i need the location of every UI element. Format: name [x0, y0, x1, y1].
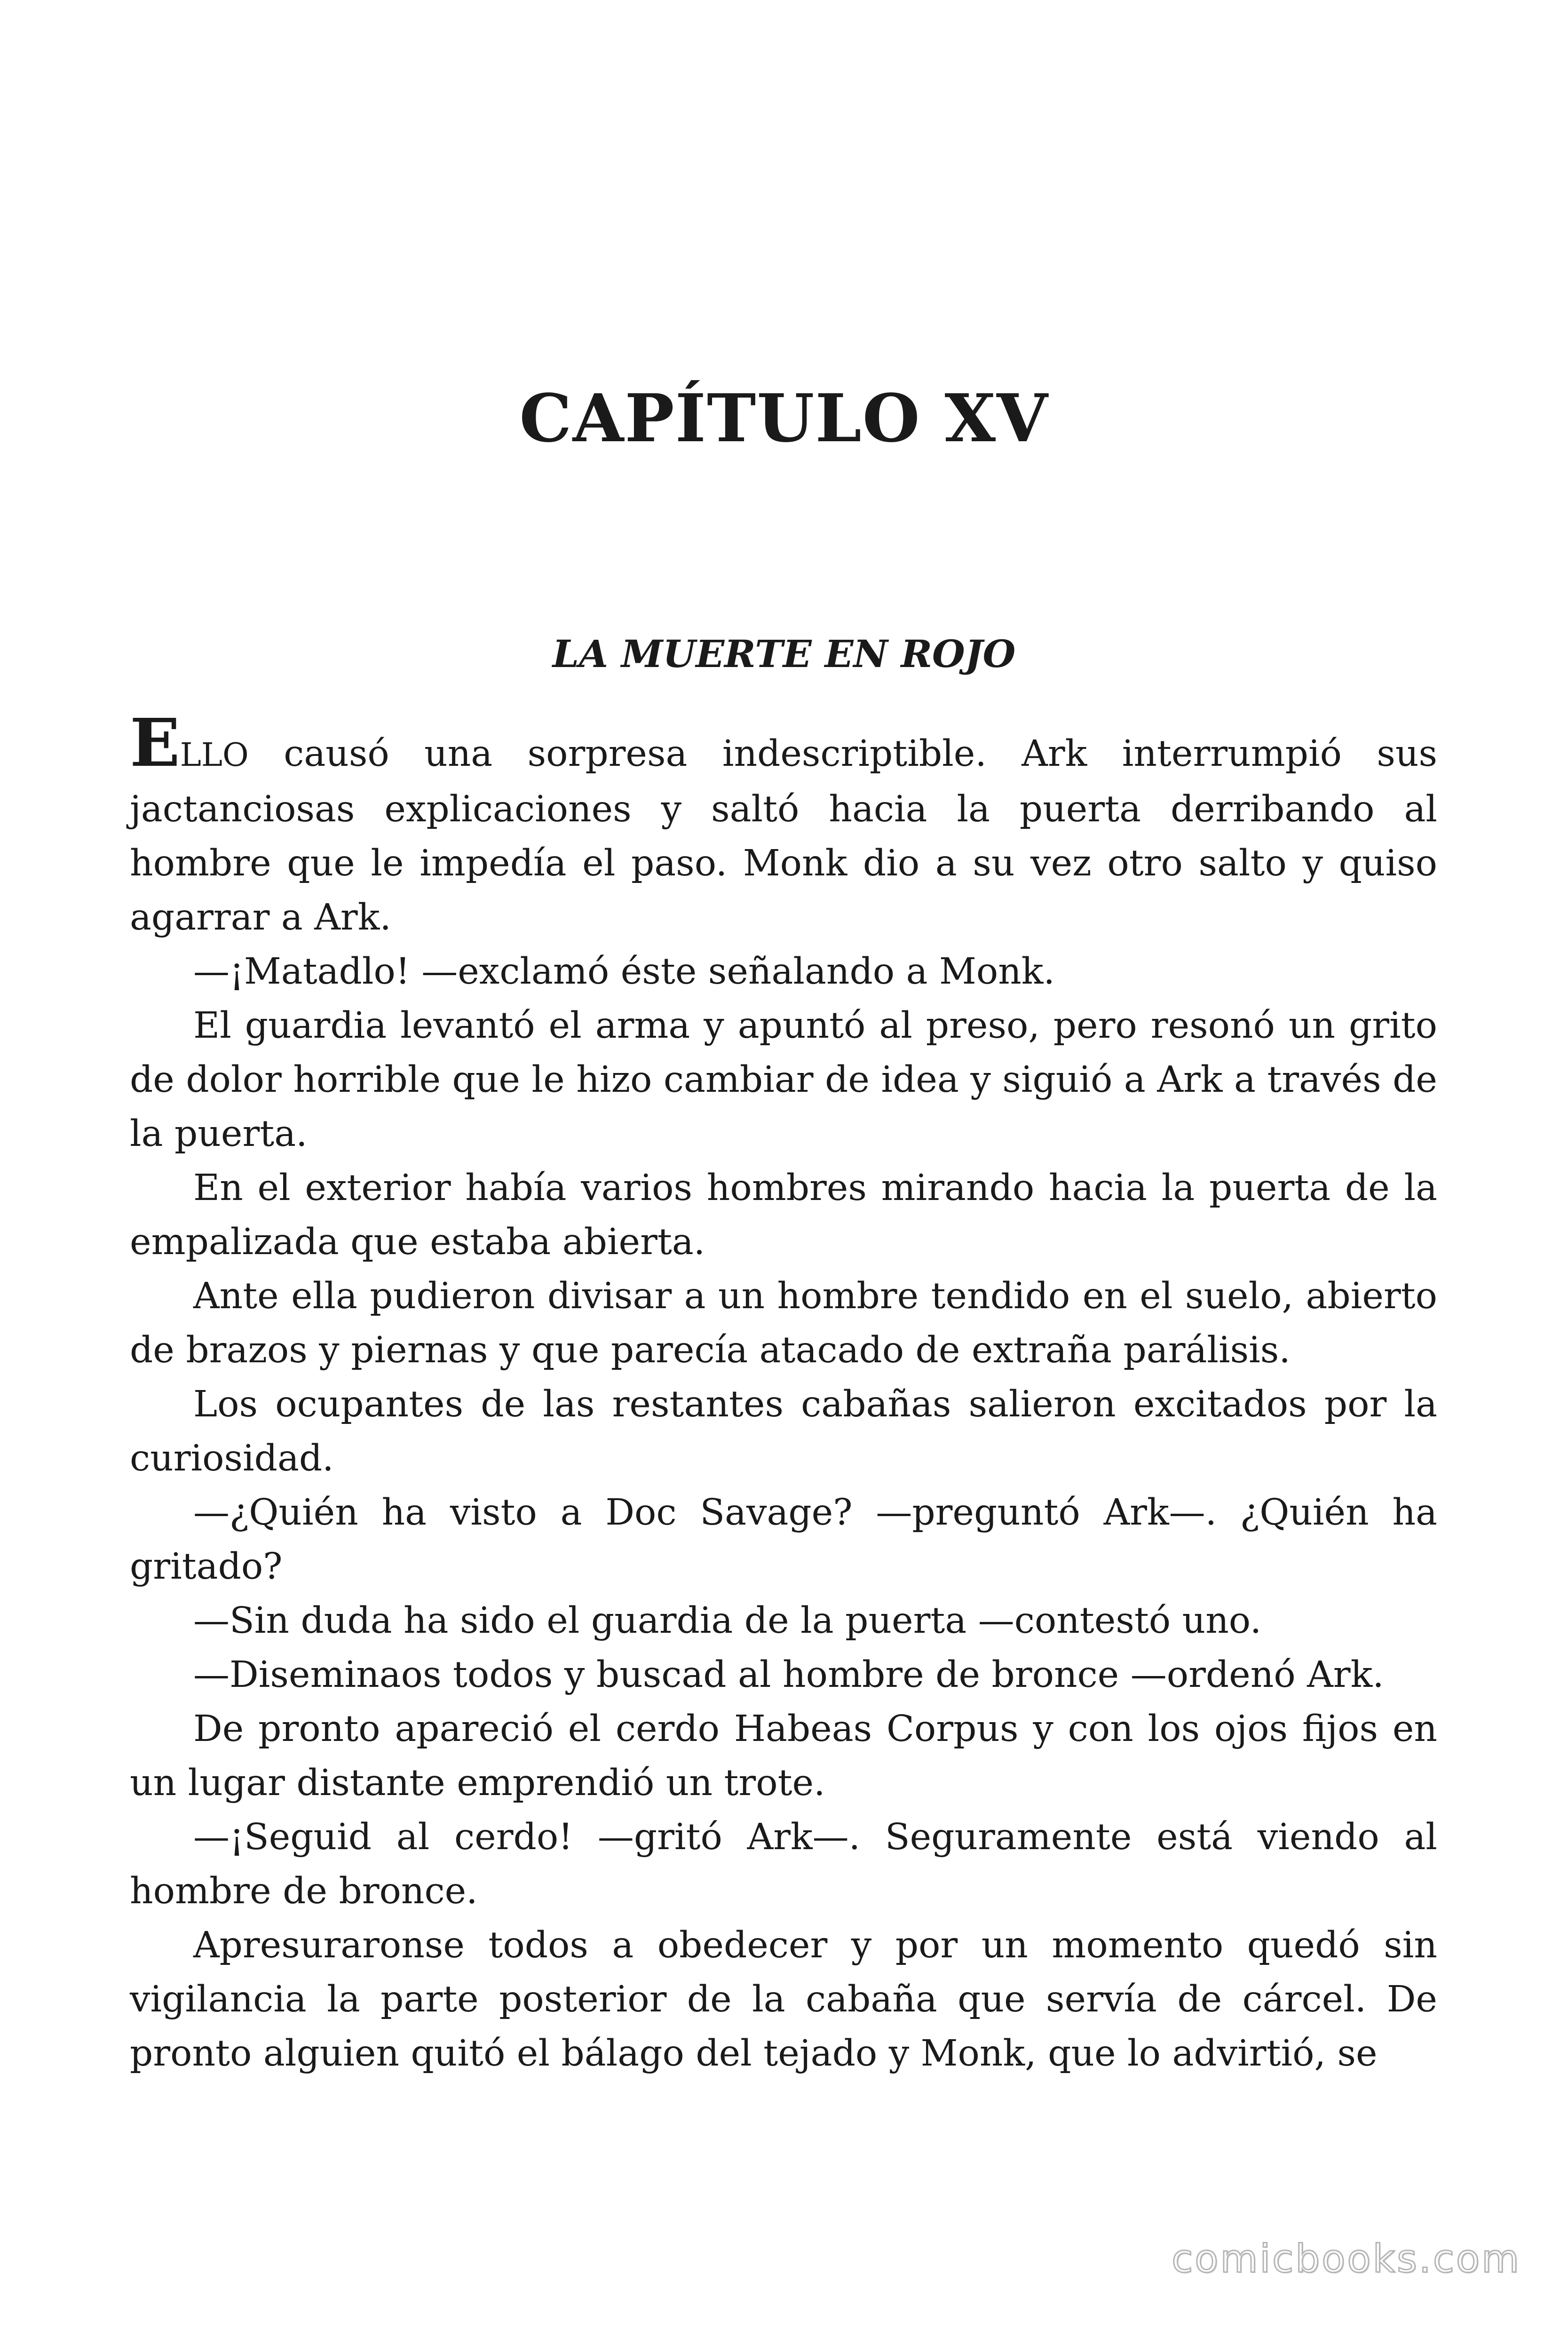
chapter-subtitle: LA MUERTE EN ROJO [552, 632, 1016, 676]
drop-cap: E [130, 705, 180, 782]
paragraph-2: —¡Matadlo! —exclamó éste señalando a Monk. [193, 951, 1055, 993]
chapter-body [130, 705, 1437, 2081]
paragraph-10: De pronto apareció el cerdo Habeas Corpus y con los ojos fijos en un lugar distante emprendió un trote. [130, 1708, 1437, 1804]
paragraph-9: —Diseminaos todos y buscad al hombre de bronce —ordenó Ark. [193, 1654, 1384, 1696]
paragraph-3: El guardia levantó el arma y apuntó al preso, pero resonó un grito de dolor horrible que le hizo cambiar de idea y siguió a Ark a través de la puerta. [130, 1005, 1437, 1155]
small-caps-lead: LLO [180, 737, 249, 774]
paragraph-4: En el exterior había varios hombres mirando hacia la puerta de la empalizada que estaba abierta. [130, 1167, 1437, 1263]
paragraph-11: —¡Seguid al cerdo! —gritó Ark—. Seguramente está viendo al hombre de bronce. [130, 1816, 1437, 1912]
paragraph-7: —¿Quién ha visto a Doc Savage? —preguntó Ark—. ¿Quién ha gritado? [130, 1492, 1437, 1588]
paragraph-6: Los ocupantes de las restantes cabañas salieron excitados por la curiosidad. [130, 1383, 1437, 1479]
paragraph-5: Ante ella pudieron divisar a un hombre tendido en el suelo, abierto de brazos y piernas y que parecía atacado de extraña parálisis. [130, 1275, 1437, 1371]
paragraph-1 [130, 705, 1437, 945]
chapter-title: CAPÍTULO XV [519, 380, 1049, 457]
paragraph-12: Apresuraronse todos a obedecer y por un momento quedó sin vigilancia la parte posterior de la cabaña que servía de cárcel. De pronto alguien quitó el bálago del tejado y Monk, que lo advirtió, se [130, 1924, 1437, 2074]
paragraph-8: —Sin duda ha sido el guardia de la puerta —contestó uno. [193, 1600, 1262, 1642]
paragraph-1-text: causó una sorpresa indescriptible. Ark interrumpió sus jactanciosas explicaciones y saltó hacia la puerta derribando al hombre que le impedía el paso. Monk dio a su vez otro salto y quiso agarrar a Ark. [130, 733, 1437, 938]
watermark: comicbooks.com [1172, 2237, 1521, 2281]
